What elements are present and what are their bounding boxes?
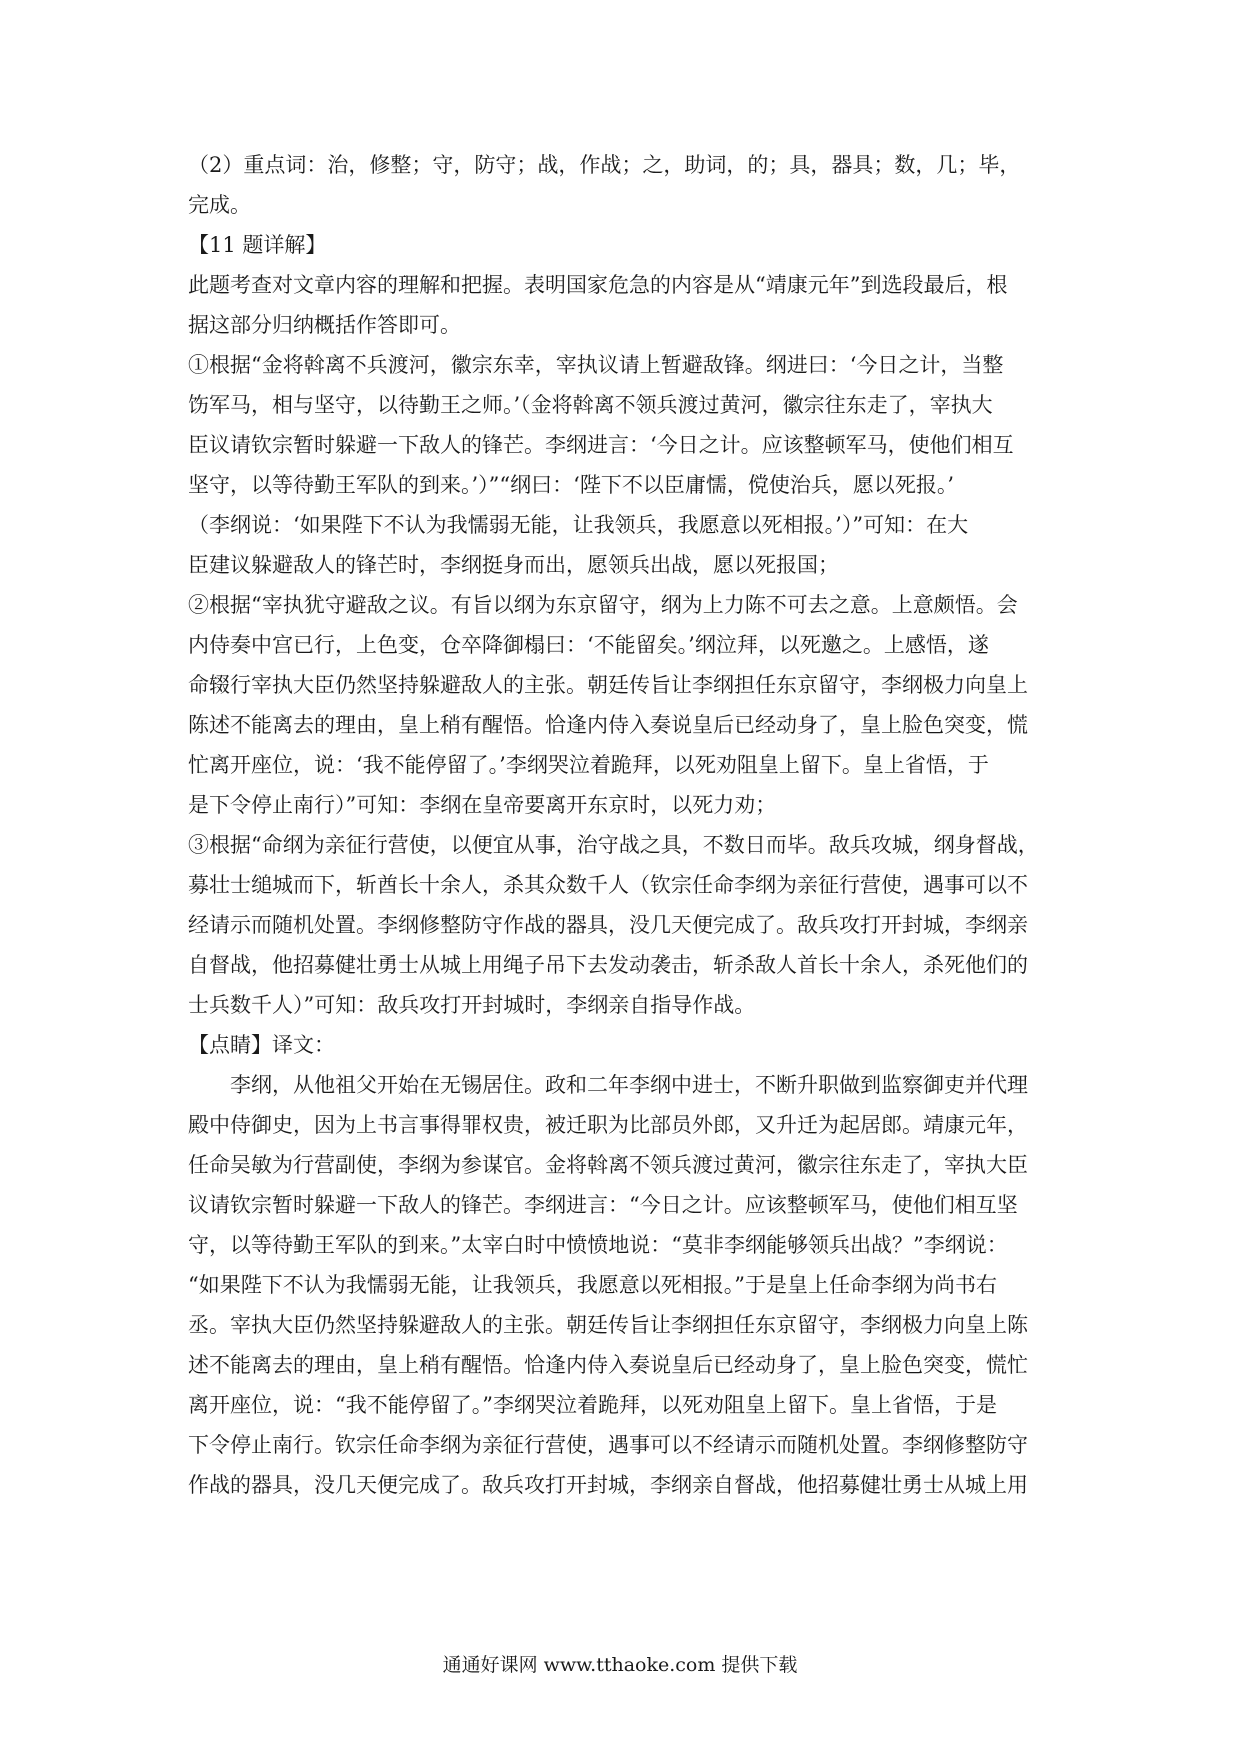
text-line: ②根据“宰执犹守避敌之议。有旨以纲为东京留守，纲为上力陈不可去之意。上意颇悟。会 — [188, 593, 1018, 617]
text-line: 任命吴敏为行营副使，李纲为参谋官。金将斡离不领兵渡过黄河，徽宗往东走了，宰执大臣 — [188, 1153, 1028, 1177]
text-line: ①根据“金将斡离不兵渡河，徽宗东幸，宰执议请上暂避敌锋。纲进曰：‘今日之计，当整 — [188, 353, 1004, 377]
text-line: 募壮士缒城而下，斩酋长十余人，杀其众数千人（钦宗任命李纲为亲征行营使，遇事可以不 — [188, 873, 1028, 897]
text-line: （李纲说：‘如果陛下不认为我懦弱无能，让我领兵，我愿意以死相报。’）”可知：在大 — [188, 513, 969, 537]
document-body — [188, 145, 1060, 1505]
text-line: 臣议请钦宗暂时躲避一下敌人的锋芒。李纲进言：‘今日之计。应该整顿军马，使他们相互 — [188, 433, 1014, 457]
text-line: 作战的器具，没几天便完成了。敌兵攻打开封城，李纲亲自督战，他招募健壮勇士从城上用 — [188, 1473, 1028, 1497]
text-line: “如果陛下不认为我懦弱无能，让我领兵，我愿意以死相报。”于是皇上任命李纲为尚书右 — [188, 1273, 997, 1297]
text-line: ③根据“命纲为亲征行营使，以便宜从事，治守战之具，不数日而毕。敌兵攻城，纲身督战， — [188, 833, 1039, 857]
text-line: 李纲，从他祖父开始在无锡居住。政和二年李纲中进士，不断升职做到监察御吏并代理 — [230, 1073, 1028, 1097]
text-line: 陈述不能离去的理由，皇上稍有醒悟。恰逢内侍入奏说皇后已经动身了，皇上脸色突变，慌 — [188, 713, 1028, 737]
text-line: 述不能离去的理由，皇上稍有醒悟。恰逢内侍入奏说皇后已经动身了，皇上脸色突变，慌忙 — [188, 1353, 1028, 1377]
text-line: 臣建议躲避敌人的锋芒时，李纲挺身而出，愿领兵出战，愿以死报国； — [188, 553, 839, 577]
text-line: 士兵数千人）”可知：敌兵攻打开封城时，李纲亲自指导作战。 — [188, 993, 756, 1017]
text-line: 经请示而随机处置。李纲修整防守作战的器具，没几天便完成了。敌兵攻打开封城，李纲亲 — [188, 913, 1028, 937]
text-line: 殿中侍御史，因为上书言事得罪权贵，被迁职为比部员外郎，又升迁为起居郎。靖康元年， — [188, 1113, 1028, 1137]
text-line: 坚守，以等待勤王军队的到来。’）”“纲曰：‘陛下不以臣庸懦，傥使治兵，愿以死报。’ — [188, 473, 954, 497]
section-heading: 【11 题详解】 — [188, 233, 327, 257]
text-line: 忙离开座位，说：‘我不能停留了。’李纲哭泣着跪拜，以死劝阻皇上留下。皇上省悟，于 — [188, 753, 989, 777]
text-line: 议请钦宗暂时躲避一下敌人的锋芒。李纲进言：“今日之计。应该整顿军马，使他们相互坚 — [188, 1193, 1018, 1217]
text-line: 内侍奏中宫已行，上色变，仓卒降御榻曰：‘不能留矣。’纲泣拜，以死邀之。上感悟，遂 — [188, 633, 989, 657]
text-line: 饬军马，相与坚守，以待勤王之师。’（金将斡离不领兵渡过黄河，徽宗往东走了，宰执大 — [188, 393, 993, 417]
text-line: 离开座位，说：“我不能停留了。”李纲哭泣着跪拜，以死劝阻皇上留下。皇上省悟，于是 — [188, 1393, 997, 1417]
text-line: 守，以等待勤王军队的到来。”太宰白时中愤愤地说：“莫非李纲能够领兵出战？”李纲说： — [188, 1233, 1008, 1257]
text-line: 命辍行宰执大臣仍然坚持躲避敌人的主张。朝廷传旨让李纲担任东京留守，李纲极力向皇上 — [188, 673, 1028, 697]
text-line: 是下令停止南行）”可知：李纲在皇帝要离开东京时，以死力劝； — [188, 793, 777, 817]
text-line: 据这部分归纳概括作答即可。 — [188, 313, 461, 337]
text-line: （2）重点词：治，修整；守，防守；战，作战；之，助词，的；具，器具；数，几；毕， — [188, 153, 1021, 177]
page-footer: 通通好课网 www.tthaoke.com 提供下载 — [442, 1654, 798, 1676]
text-line: 此题考查对文章内容的理解和把握。表明国家危急的内容是从“靖康元年”到选段最后，根 — [188, 273, 1008, 297]
text-line: 下令停止南行。钦宗任命李纲为亲征行营使，遇事可以不经请示而随机处置。李纲修整防守 — [188, 1433, 1028, 1457]
text-line: 丞。宰执大臣仍然坚持躲避敌人的主张。朝廷传旨让李纲担任东京留守，李纲极力向皇上陈 — [188, 1313, 1028, 1337]
text-line: 自督战，他招募健壮勇士从城上用绳子吊下去发动袭击，斩杀敌人首长十余人，杀死他们的 — [188, 953, 1028, 977]
section-heading: 【点睛】译文： — [188, 1033, 335, 1057]
text-line: 完成。 — [188, 193, 251, 217]
